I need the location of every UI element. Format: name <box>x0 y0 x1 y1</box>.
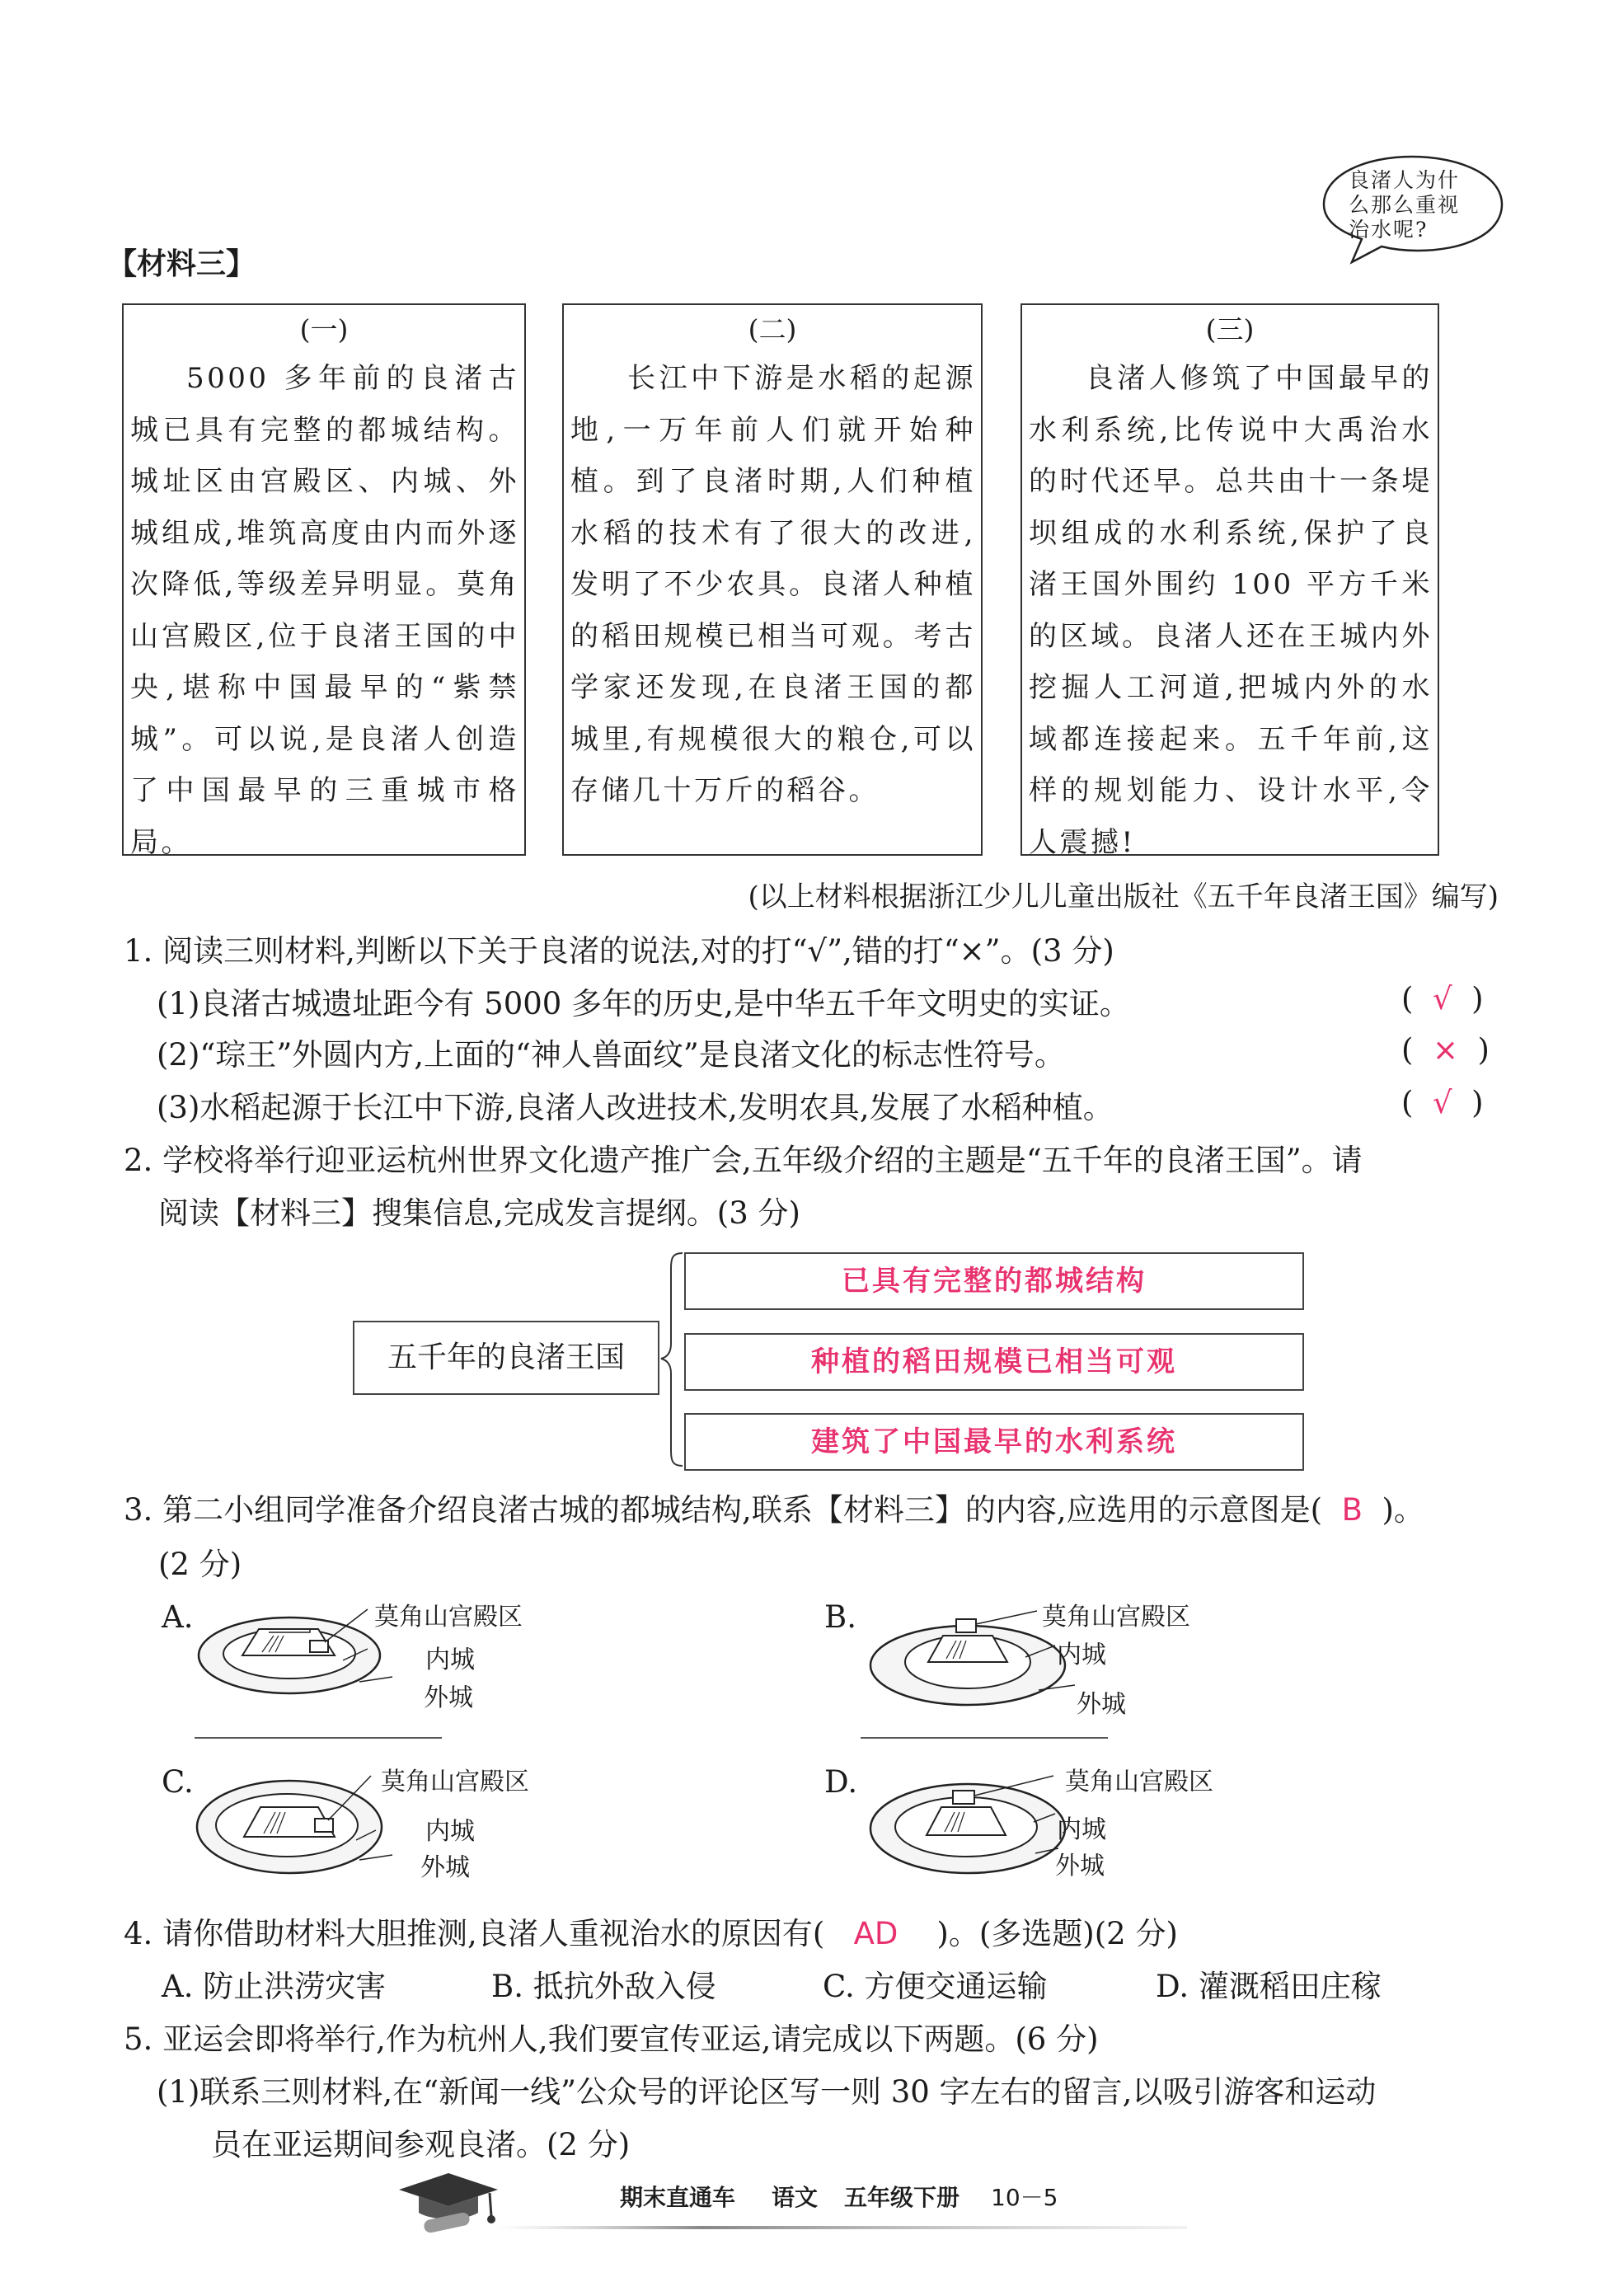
q1-answer-2: ( × ) <box>1401 1032 1490 1068</box>
label-palace: 莫角山宫殿区 <box>374 1603 523 1632</box>
label-outer-city: 外城 <box>1077 1690 1126 1719</box>
q1-answer-1: ( √ ) <box>1401 981 1484 1017</box>
label-outer-city: 外城 <box>424 1683 473 1712</box>
q5-sub1-line2: 员在亚运期间参观良渚。(2 分) <box>211 2127 631 2162</box>
thought-bubble <box>1319 153 1505 267</box>
q4-stem: 4. 请你借助材料大胆推测,良渚人重视治水的原因有( AD )。(多选题)(2 分) <box>124 1916 1178 1951</box>
q1-answer-3: ( √ ) <box>1401 1085 1484 1120</box>
q2-stem-line2: 阅读【材料三】搜集信息,完成发言提纲。(3 分) <box>158 1195 800 1231</box>
q2-stem-line1: 2. 学校将举行迎亚运杭州世界文化遗产推广会,五年级介绍的主题是“五千年的良渚王国”。请 <box>124 1143 1363 1178</box>
material-box-3 <box>1020 303 1439 859</box>
footer-page-number: 10－5 <box>991 2184 1058 2211</box>
q4-option-a[interactable]: A. 防止洪涝灾害 <box>162 1969 387 2004</box>
label-palace: 莫角山宫殿区 <box>1042 1603 1190 1632</box>
option-label: C. <box>162 1764 194 1800</box>
option-label: D. <box>824 1764 858 1800</box>
label-inner-city: 内城 <box>425 1817 475 1846</box>
q4-option-d[interactable]: D. 灌溉稻田庄稼 <box>1156 1969 1382 2004</box>
box-title: (二) <box>748 313 797 345</box>
outline-answer-3: 建筑了中国最早的水利系统 <box>684 1413 1304 1471</box>
material-box-1 <box>122 303 526 859</box>
label-palace: 莫角山宫殿区 <box>381 1768 529 1796</box>
q3-answer: B <box>1341 1492 1363 1528</box>
footer-grade: 五年级下册 <box>844 2184 960 2211</box>
footer-rule-icon <box>495 2224 1187 2233</box>
brace-icon <box>659 1251 684 1467</box>
diagram-option-d[interactable] <box>824 1761 1253 1893</box>
outline-answer-2: 种植的稻田规模已相当可观 <box>684 1333 1304 1391</box>
label-outer-city: 外城 <box>1055 1852 1105 1880</box>
q1-item-1: (1)良渚古城遗址距今有 5000 多年的历史,是中华五千年文明史的实证。 <box>157 986 1130 1021</box>
q1-item-3: (3)水稻起源于长江中下游,良渚人改进技术,发明农具,发展了水稻种植。 <box>157 1090 1114 1125</box>
label-inner-city: 内城 <box>1057 1641 1106 1669</box>
page-footer <box>0 2168 1614 2242</box>
diagram-option-b[interactable] <box>824 1596 1253 1753</box>
box-body: 5000 多年前的良渚古城已具有完整的都城结构。城址区由宫殿区、内城、外城组成,堆筑高度由内而外逐次降低,等级差异明显。莫角山宫殿区,位于良渚王国的中央,堪称中国最早的“紫禁城”。可以说,是良渚人创造了中国最早的三重城市格局。 <box>130 362 519 859</box>
diagram-option-c[interactable] <box>162 1761 590 1893</box>
label-outer-city: 外城 <box>420 1853 470 1882</box>
box-title: (三) <box>1205 313 1255 345</box>
q4-option-b[interactable]: B. 抵抗外敌入侵 <box>491 1969 716 2004</box>
q3-stem: 3. 第二小组同学准备介绍良渚古城的都城结构,联系【材料三】的内容,应选用的示意图是( B )。 <box>124 1492 1424 1528</box>
box-title: (一) <box>299 313 349 345</box>
box-body: 长江中下游是水稻的起源地,一万年前人们就开始种植。到了良渚时期,人们种植水稻的技术有了很大的改进,发明了不少农具。良渚人种植的稻田规模已相当可观。考古学家还发现,在良渚王国的都城里,有规模很大的粮仓,可以存储几十万斤的稻谷。 <box>570 362 976 807</box>
answer-mark: √ <box>1432 1085 1452 1120</box>
q3-points: (2 分) <box>158 1547 242 1582</box>
option-label: B. <box>824 1599 856 1635</box>
material-box-2 <box>562 303 983 856</box>
diagram-option-a[interactable] <box>162 1596 590 1753</box>
outline-answer-1: 已具有完整的都城结构 <box>684 1252 1304 1310</box>
answer-mark: √ <box>1432 981 1452 1017</box>
graduation-cap-icon <box>391 2170 506 2236</box>
q1-item-2: (2)“琮王”外圆内方,上面的“神人兽面纹”是良渚文化的标志性符号。 <box>157 1037 1065 1073</box>
q4-answer: AD <box>853 1916 898 1951</box>
label-palace: 莫角山宫殿区 <box>1065 1768 1213 1796</box>
label-inner-city: 内城 <box>425 1646 475 1674</box>
footer-subject: 语文 <box>772 2184 819 2211</box>
q1-stem: 1. 阅读三则材料,判断以下关于良渚的说法,对的打“√”,错的打“×”。(3 分) <box>124 933 1114 969</box>
box-body: 良渚人修筑了中国最早的水利系统,比传说中大禹治水的时代还早。总共由十一条堤坝组成的水利系统,保护了良渚王国外围约 100 平方千米的区域。良渚人还在王城内外挖掘人工河道,把城内外的水域都连接起来。五千年前,这样的规划能力、设计水平,令人震撼! <box>1029 362 1433 859</box>
bubble-text: 良渚人为什么那么重视治水呢? <box>1349 168 1461 242</box>
material-source: (以上材料根据浙江少儿儿童出版社《五千年良渚王国》编写) <box>748 880 1499 913</box>
outline-main-topic: 五千年的良渚王国 <box>353 1321 659 1395</box>
q5-stem: 5. 亚运会即将举行,作为杭州人,我们要宣传亚运,请完成以下两题。(6 分) <box>124 2021 1099 2057</box>
label-inner-city: 内城 <box>1057 1815 1106 1844</box>
section-label: 【材料三】 <box>107 247 256 281</box>
option-label: A. <box>162 1599 194 1635</box>
answer-mark: × <box>1432 1032 1458 1068</box>
footer-series: 期末直通车 <box>620 2184 736 2211</box>
q4-option-c[interactable]: C. 方便交通运输 <box>823 1969 1048 2004</box>
q5-sub1-line1: (1)联系三则材料,在“新闻一线”公众号的评论区写一则 30 字左右的留言,以吸引游客和运动 <box>157 2074 1377 2110</box>
